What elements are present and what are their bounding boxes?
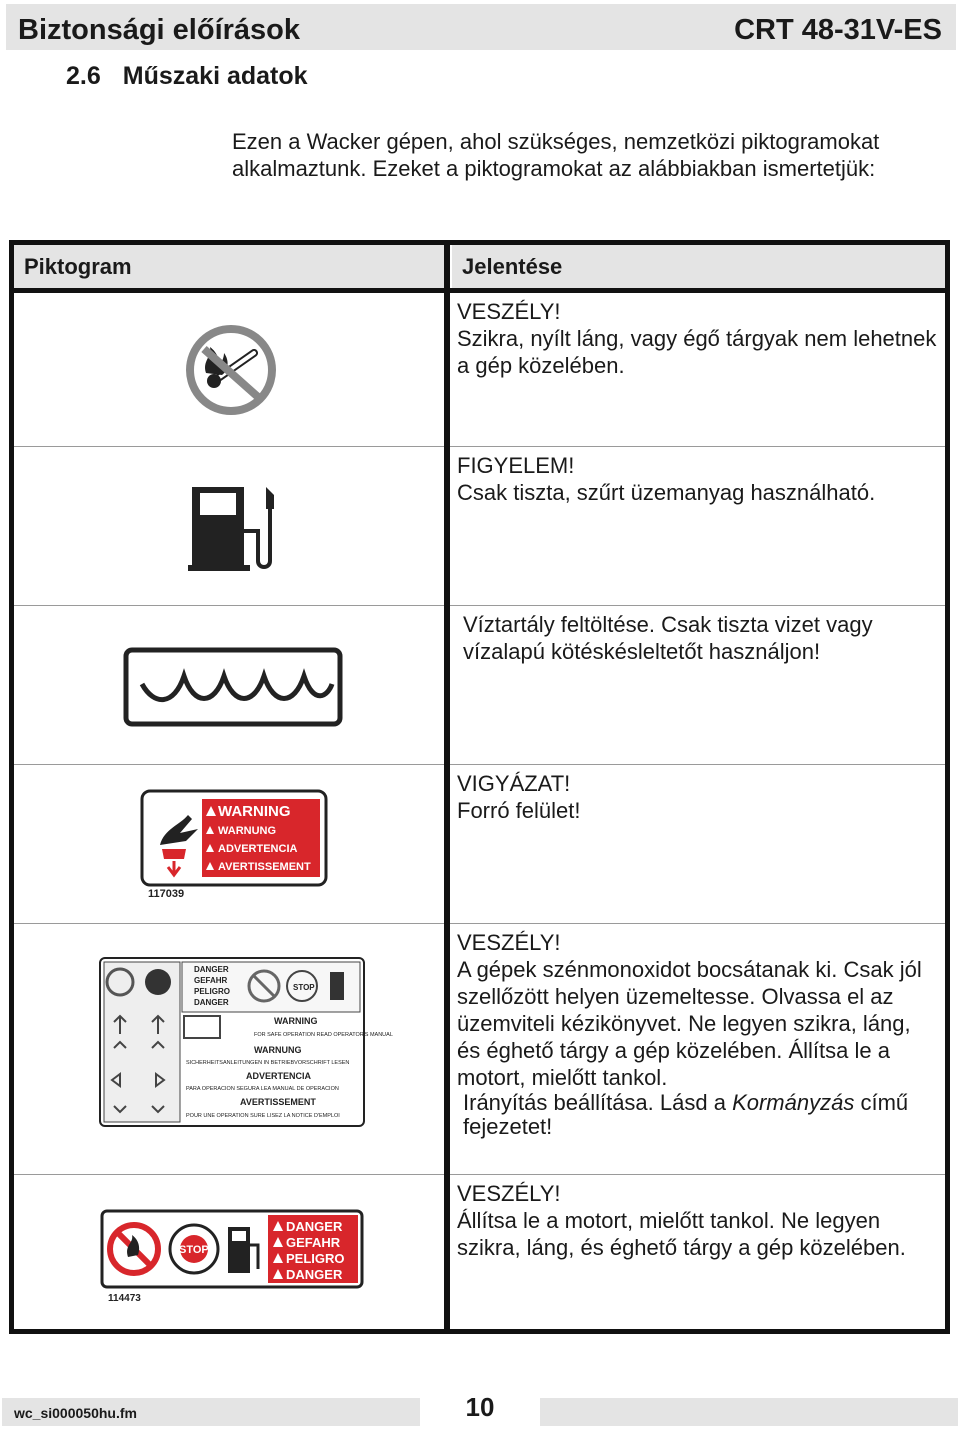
column-header-pictogram: Piktogram bbox=[14, 245, 444, 288]
label-warning-line: WARNUNG bbox=[254, 1045, 302, 1055]
row-line: Szikra, nyílt láng, vagy égő tárgyak nem lehetnek a gép közelében. bbox=[457, 326, 937, 378]
row-line: FIGYELEM! bbox=[457, 453, 575, 478]
label-manual-line: FOR SAFE OPERATION READ OPERATOR'S MANUAL bbox=[254, 1032, 393, 1038]
row-line: Víztartály feltöltése. Csak tiszta vizet vagy vízalapú kötéskésleltetőt használjon! bbox=[463, 612, 873, 664]
header-title: Biztonsági előírások bbox=[18, 14, 301, 46]
section-number: 2.6 bbox=[66, 62, 101, 90]
label-danger-line: DANGER bbox=[286, 1219, 343, 1234]
label-danger-line: DANGER bbox=[194, 998, 229, 1007]
row-text bbox=[457, 1180, 937, 1261]
header-model: CRT 48-31V-ES bbox=[734, 14, 942, 46]
label-manual-line: SICHERHEITSANLEITUNGEN IN BETRIEBVORSCHRIFT LESEN bbox=[186, 1060, 350, 1066]
fuel-danger-label bbox=[100, 1209, 364, 1305]
column-header-meaning: Jelentése bbox=[452, 245, 945, 288]
row-line: A gépek szénmonoxidot bocsátanak ki. Csak jól szellőzött helyen üzemeltesse. Olvassa el az üzemviteli kézikönyvet. Ne legyen szikra, láng, és éghető tárgy a gép közelében. Állítsa le a motort, mielőtt tankol. bbox=[457, 957, 922, 1090]
label-warning-line: ADVERTENCIA bbox=[246, 1071, 312, 1081]
row-line: Forró felület! bbox=[457, 798, 581, 823]
row-line: VESZÉLY! bbox=[457, 299, 561, 324]
row-line: Állítsa le a motort, mielőtt tankol. Ne legyen szikra, láng, és éghető tárgy a gép közelében. bbox=[457, 1208, 906, 1260]
row-text bbox=[457, 929, 937, 1139]
label-danger-line: PELIGRO bbox=[286, 1251, 345, 1266]
fuel-pump-icon bbox=[186, 481, 282, 573]
section-title: Műszaki adatok bbox=[122, 62, 308, 90]
row-text bbox=[457, 452, 937, 506]
label-warning-line: AVERTISSEMENT bbox=[240, 1097, 316, 1107]
label-danger-line: DANGER bbox=[194, 965, 229, 974]
label-danger-line: DANGER bbox=[286, 1267, 343, 1282]
row-line: VESZÉLY! bbox=[457, 1181, 561, 1206]
label-warning-line: WARNING bbox=[218, 803, 291, 820]
table-row bbox=[14, 606, 945, 765]
table-row bbox=[14, 293, 945, 447]
row-line: Csak tiszta, szűrt üzemanyag használható. bbox=[457, 480, 876, 505]
stop-text: STOP bbox=[293, 983, 315, 992]
table-row bbox=[14, 924, 945, 1175]
row-line-steering: Irányítás beállítása. Lásd a Kormányzás című fejezetet! bbox=[463, 1090, 909, 1139]
pictogram-table bbox=[9, 240, 950, 1334]
fuel-icon bbox=[330, 972, 344, 1000]
table-row bbox=[14, 1175, 945, 1335]
row-text bbox=[463, 611, 937, 665]
table-row bbox=[14, 765, 945, 924]
intro-paragraph: Ezen a Wacker gépen, ahol szükséges, nemzetközi piktogramokat alkalmaztunk. Ezeket a piktogramokat az alábbiakban ismertetjük: bbox=[232, 129, 880, 181]
label-danger-line: PELIGRO bbox=[194, 987, 231, 996]
label-warning-line: WARNING bbox=[274, 1016, 318, 1026]
label-danger-line: GEFAHR bbox=[286, 1235, 341, 1250]
label-warning-line: ADVERTENCIA bbox=[218, 843, 298, 855]
no-open-flame-icon bbox=[184, 323, 278, 417]
footer-bar bbox=[540, 1398, 958, 1426]
label-code: 114473 bbox=[108, 1293, 141, 1304]
person-inhaling-icon bbox=[145, 969, 171, 995]
steering-chapter-ref: Kormányzás bbox=[732, 1090, 855, 1115]
page-number: 10 bbox=[465, 1392, 495, 1422]
stop-text: STOP bbox=[179, 1244, 209, 1256]
table-row bbox=[14, 447, 945, 606]
row-text bbox=[457, 770, 937, 824]
label-code: 117039 bbox=[148, 888, 185, 900]
row-line: VESZÉLY! bbox=[457, 930, 561, 955]
label-manual-line: PARA OPERACION SEGURA LEA MANUAL DE OPERACION bbox=[186, 1086, 339, 1092]
section-heading bbox=[66, 62, 308, 91]
row-line: VIGYÁZAT! bbox=[457, 771, 571, 796]
label-manual-line: POUR UNE OPERATION SURE LISEZ LA NOTICE D'EMPLOI bbox=[186, 1113, 340, 1119]
co-danger-label bbox=[98, 956, 393, 1130]
label-danger-line: GEFAHR bbox=[194, 976, 228, 985]
footer-filename: wc_si000050hu.fm bbox=[2, 1398, 420, 1426]
hot-surface-warning-label bbox=[140, 789, 330, 901]
column-divider bbox=[444, 245, 450, 1329]
label-warning-line: AVERTISSEMENT bbox=[218, 861, 311, 873]
page-header bbox=[6, 4, 956, 50]
row-text bbox=[457, 298, 937, 379]
water-tank-icon bbox=[122, 646, 344, 730]
label-warning-line: WARNUNG bbox=[218, 825, 277, 837]
